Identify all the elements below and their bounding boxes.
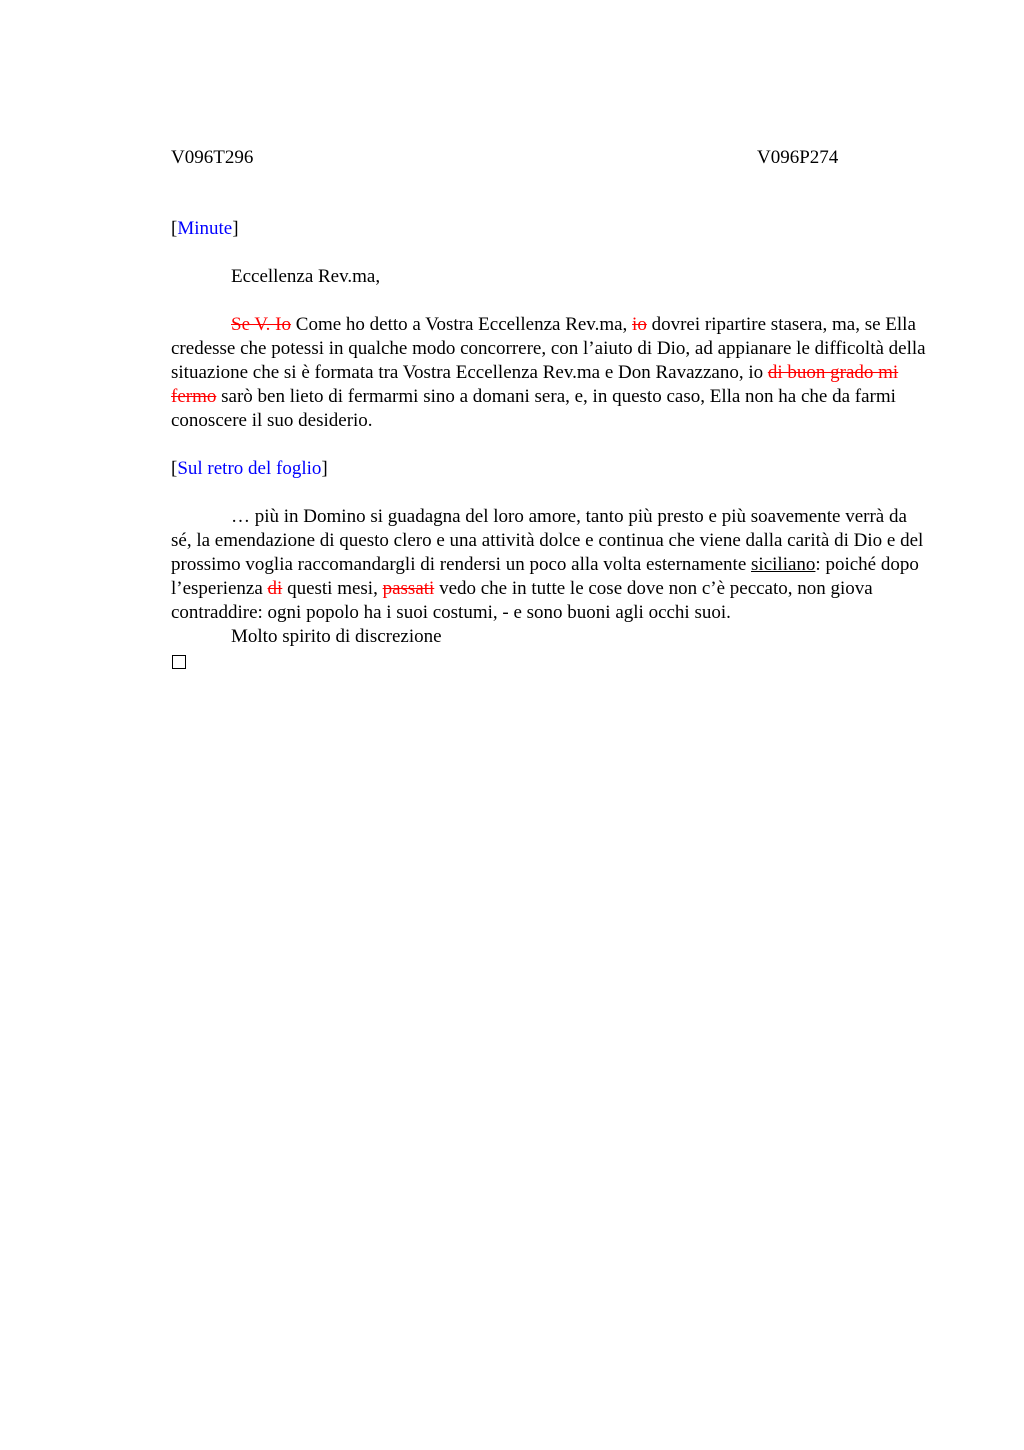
- underlined-text: siciliano: [751, 554, 816, 575]
- verso-paragraph: [171, 505, 931, 625]
- empty-square-icon: [172, 655, 186, 669]
- paragraph-text: dovrei ripartire stasera, ma, se Ella credesse che potessi in qualche modo concorrere, con l’aiuto di Dio, ad appianare le difficoltà della situazione che si è formata tra Vostra Eccellenza Rev.ma e Don Ravazzano, io: [171, 314, 926, 383]
- deleted-text: di: [267, 578, 283, 599]
- paragraph-text: vedo che in tutte le cose dove non c’è peccato, non giova contraddire: ogni popolo ha i suoi costumi, - e sono buoni agli occhi suoi.: [171, 578, 873, 623]
- paragraph-text: Come ho detto a Vostra Eccellenza Rev.ma,: [291, 314, 633, 335]
- section-label-minute: [Minute]: [171, 218, 239, 239]
- section-label-verso: [Sul retro del foglio]: [171, 458, 328, 479]
- verso-label: Sul retro del foglio: [177, 458, 322, 479]
- document-code-left: V096T296: [171, 147, 254, 168]
- paragraph-text: … più in Domino si guadagna del loro amore, tanto più presto e più soavemente verrà da sé, la emendazione di questo clero e una attività dolce e continua che viene dalla carità di Dio e del prossimo voglia raccomandargli di rendersi un poco alla volta esternamente: [171, 506, 924, 575]
- deleted-text: passati: [382, 578, 435, 599]
- paragraph-text: sarò ben lieto di fermarmi sino a domani sera, e, in questo caso, Ella non ha che da farmi conoscere il suo desiderio.: [171, 386, 896, 431]
- paragraph-text: questi mesi,: [282, 578, 383, 599]
- closing-line: Molto spirito di discrezione: [231, 626, 442, 647]
- paragraph-text: : poiché dopo l’esperienza: [171, 554, 919, 599]
- salutation: Eccellenza Rev.ma,: [231, 266, 381, 287]
- letter-paragraph: [171, 313, 931, 433]
- document-code-right: V096P274: [757, 147, 839, 168]
- minute-label: Minute: [177, 218, 233, 239]
- document-body: [171, 217, 931, 669]
- deleted-text: di buon grado mi fermo: [171, 362, 899, 407]
- deleted-text: io: [632, 314, 647, 335]
- deleted-text: Se V. Io: [231, 314, 292, 335]
